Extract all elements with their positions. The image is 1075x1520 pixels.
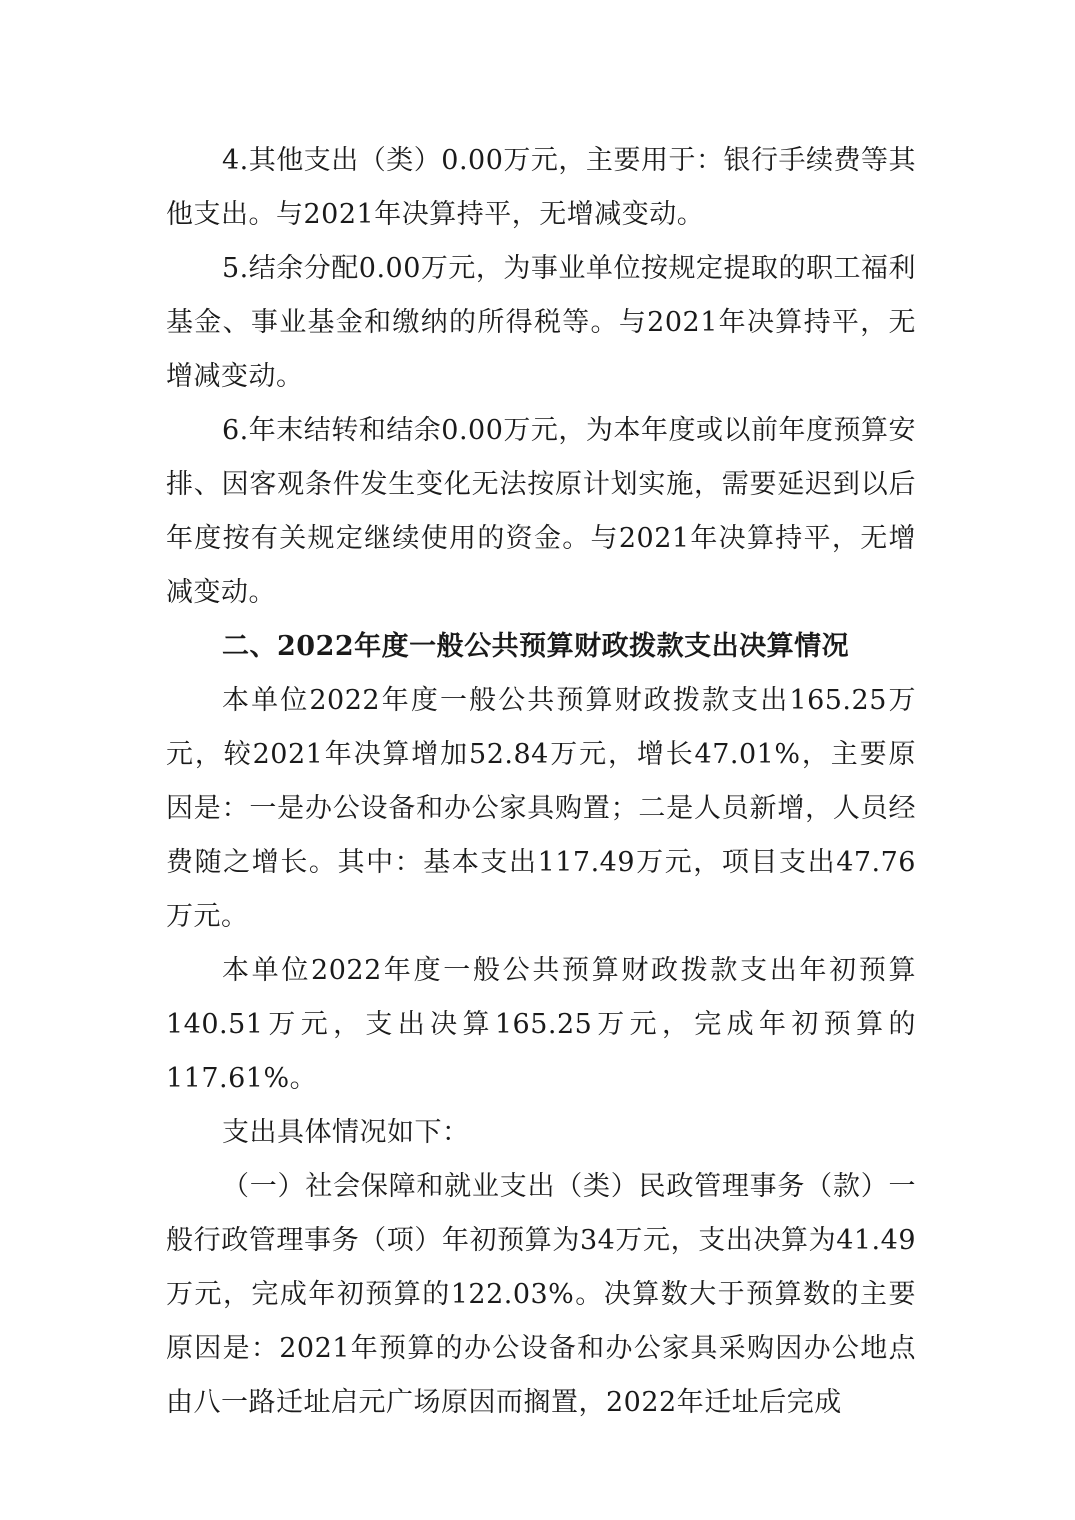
paragraph-surplus-distribution: 5.结余分配0.00万元，为事业单位按规定提取的职工福利基金、事业基金和缴纳的所得税等。与2021年决算持平，无增减变动。 <box>166 253 916 392</box>
paragraph-social-security-item: （一）社会保障和就业支出（类）民政管理事务（款）一般行政管理事务（项）年初预算为34万元，支出决算为41.49万元，完成年初预算的122.03%。决算数大于预算数的主要原因是：2021年预算的办公设备和办公家具采购因办公地点由八一路迁址启元广场原因而搁置，2022年迁址后完成 <box>166 1171 916 1418</box>
paragraph-year-end-carryover: 6.年末结转和结余0.00万元，为本年度或以前年度预算安排、因客观条件发生变化无法按原计划实施，需要延迟到以后年度按有关规定继续使用的资金。与2021年决算持平，无增减变动。 <box>166 415 916 608</box>
paragraph-other-expenditure: 4.其他支出（类）0.00万元，主要用于：银行手续费等其他支出。与2021年决算持平，无增减变动。 <box>166 145 916 230</box>
paragraph-details-intro: 支出具体情况如下： <box>222 1117 470 1148</box>
document-page <box>166 134 916 1430</box>
paragraph-budget-completion: 本单位2022年度一般公共预算财政拨款支出年初预算140.51万元，支出决算165.25万元，完成年初预算的117.61%。 <box>166 955 916 1094</box>
paragraph-expenditure-summary: 本单位2022年度一般公共预算财政拨款支出165.25万元，较2021年决算增加52.84万元，增长47.01%，主要原因是：一是办公设备和办公家具购置；二是人员新增，人员经费随之增长。其中：基本支出117.49万元，项目支出47.76万元。 <box>166 685 916 932</box>
section-heading: 二、2022年度一般公共预算财政拨款支出决算情况 <box>222 631 850 662</box>
